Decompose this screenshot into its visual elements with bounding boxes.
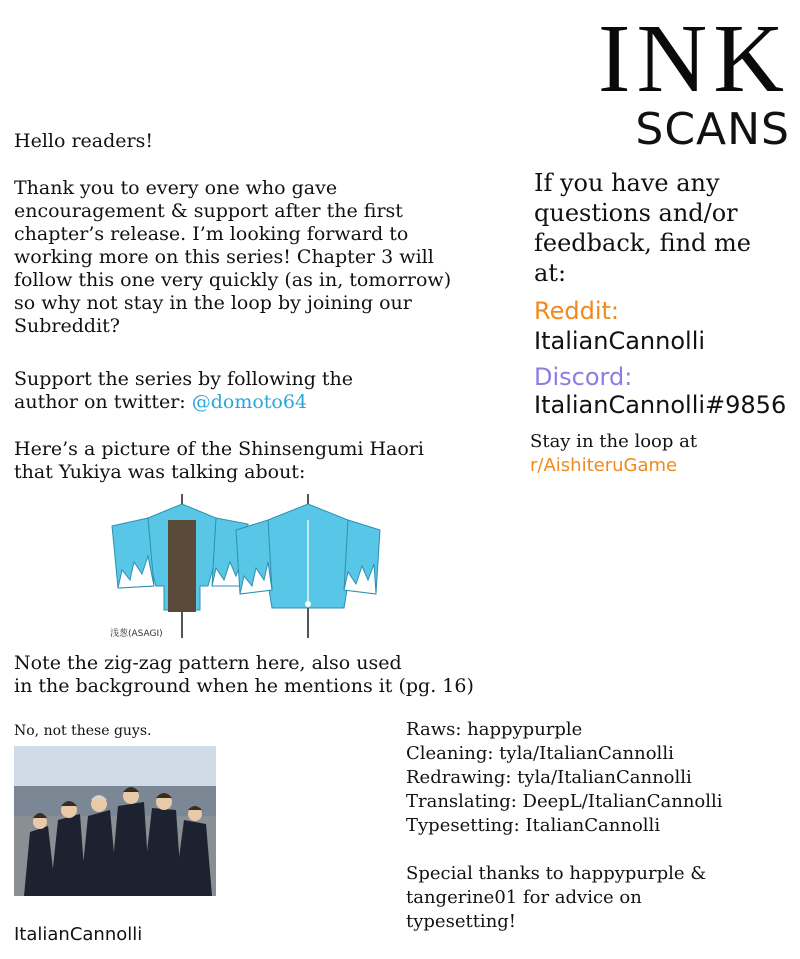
question-line: questions and/or	[534, 199, 738, 227]
no-guys-caption: No, not these guys.	[14, 723, 152, 739]
support-line	[14, 391, 514, 414]
discord-handle: ItalianCannolli#9856	[534, 391, 787, 419]
question-line: at:	[534, 259, 567, 287]
credit-line: Typesetting: ItalianCannolli	[406, 815, 661, 836]
haori-caption: 浅葱(ASAGI)	[110, 629, 163, 639]
special-thanks-line: Special thanks to happypurple &	[406, 863, 707, 884]
loop-text: Stay in the loop at	[530, 431, 698, 452]
reddit-handle: ItalianCannolli	[534, 327, 706, 355]
support-prefix: author on twitter:	[14, 391, 192, 413]
contact-question	[534, 168, 794, 288]
subreddit-link[interactable]: r/AishiteruGame	[530, 455, 678, 476]
credit-line: Redrawing: tyla/ItalianCannolli	[406, 767, 692, 788]
ink-logo: INK	[597, 5, 790, 113]
haori-front	[112, 494, 248, 638]
picture-line: Here’s a picture of the Shinsengumi Haori	[14, 438, 424, 460]
twitter-link[interactable]: @domoto64	[191, 391, 308, 413]
discord-label: Discord:	[534, 363, 633, 391]
picture-paragraph	[14, 438, 514, 484]
question-line: If you have any	[534, 169, 720, 197]
picture-line: that Yukiya was talking about:	[14, 461, 306, 483]
note-paragraph	[14, 652, 514, 698]
haori-image	[108, 490, 388, 640]
question-line: feedback, find me	[534, 229, 751, 257]
credit-line: Cleaning: tyla/ItalianCannolli	[406, 743, 674, 764]
note-line: Note the zig-zag pattern here, also used	[14, 652, 402, 674]
special-thanks-line: typesetting!	[406, 911, 517, 932]
group-picture	[14, 746, 216, 896]
greeting-text: Hello readers!	[14, 130, 153, 152]
credit-line: Translating: DeepL/ItalianCannolli	[406, 791, 723, 812]
thanks-line: follow this one very quickly (as in, tomorrow)	[14, 269, 452, 291]
haori-illustration	[108, 490, 388, 640]
special-thanks	[406, 862, 786, 934]
credit-line: Raws: happypurple	[406, 719, 583, 740]
haori-back	[236, 494, 380, 638]
signature: ItalianCannolli	[14, 924, 143, 945]
group-illustration	[14, 746, 216, 896]
thanks-line: Thank you to every one who gave	[14, 177, 338, 199]
thanks-line: encouragement & support after the first	[14, 200, 403, 222]
support-paragraph	[14, 368, 514, 414]
reddit-label: Reddit:	[534, 297, 619, 325]
thanks-line: so why not stay in the loop by joining our	[14, 292, 412, 314]
note-line: in the background when he mentions it (pg. 16)	[14, 675, 474, 697]
special-thanks-line: tangerine01 for advice on	[406, 887, 642, 908]
scans-logo: SCANS	[635, 104, 790, 155]
thanks-line: Subreddit?	[14, 315, 120, 337]
credits-list	[406, 718, 786, 838]
thanks-paragraph	[14, 177, 514, 338]
support-line: Support the series by following the	[14, 368, 354, 390]
thanks-line: chapter’s release. I’m looking forward to	[14, 223, 409, 245]
thanks-line: working more on this series! Chapter 3 will	[14, 246, 434, 268]
loop-block	[530, 430, 790, 478]
